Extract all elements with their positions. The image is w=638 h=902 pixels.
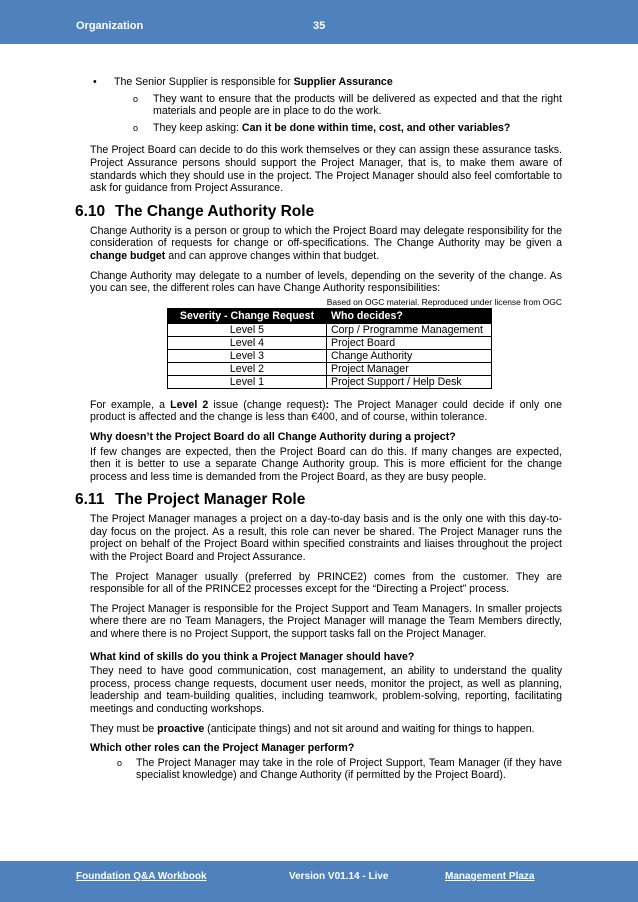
question: Which other roles can the Project Manager perform? bbox=[90, 742, 355, 755]
question: Why doesn’t the Project Board do all Change Authority during a project? bbox=[90, 430, 456, 443]
table-row: Level 3 Change Authority bbox=[168, 349, 492, 362]
footer-publisher-link[interactable]: Management Plaza bbox=[445, 871, 535, 882]
column-header: Severity - Change Request bbox=[168, 308, 327, 323]
chapter-title: Organization bbox=[76, 20, 144, 32]
sub-bullet-other-roles: o The Project Manager may take in the role of Project Support, Team Manager (if they have specialist knowledge) and Change Authority (if permitted by the Project Board). bbox=[117, 756, 562, 782]
table-credit: Based on OGC material. Reproduced under license from OGC bbox=[326, 296, 562, 307]
paragraph: For example, a Level 2 issue (change request): The Project Manager could decide if only one product is affected and the change is less than €400, and of course, within tolerance. bbox=[90, 398, 562, 424]
sub-bullet-asking: o They keep asking: Can it be done within time, cost, and other variables? bbox=[133, 121, 511, 134]
question: What kind of skills do you think a Project Manager should have? bbox=[90, 650, 415, 663]
paragraph: Change Authority is a person or group to which the Project Board may delegate responsibility for the consideration of requests for change or off-specifications. The Change Authority may be given a change budget and can approve changes within that budget. bbox=[90, 224, 562, 262]
paragraph: Change Authority may delegate to a number of levels, depending on the severity of the change. As you can see, the different roles can have Change Authority responsibilities: bbox=[90, 269, 562, 295]
answer: If few changes are expected, then the Project Board can do this. If many changes are expected, then it is better to use a separate Change Authority group. This is more efficient for the change process and less time is demanded from the Project Board, as they are busy people. bbox=[90, 445, 562, 483]
table-row: Level 4 Project Board bbox=[168, 336, 492, 349]
circle-bullet-icon: o bbox=[133, 93, 139, 104]
paragraph: The Project Manager is responsible for the Project Support and Team Managers. In smaller projects where there are no Team Managers, the Project Manager will manage the Team Members directly, and where there is no Project Support, the support tasks fall on the Project Manager. bbox=[90, 602, 562, 641]
table-header-row bbox=[168, 308, 492, 323]
section-heading: 6.10 The Change Authority Role bbox=[75, 202, 315, 220]
bullet-dot-icon: • bbox=[93, 76, 97, 88]
circle-bullet-icon: o bbox=[117, 757, 123, 768]
paragraph: The Project Manager manages a project on a day-to-day basis and is the only one with this day-to-day focus on the project. As a result, this role can never be shared. The Project Manager runs the project on behalf of the Project Board within specified constraints and liaises throughout the project with the Project Board and Project Assurance. bbox=[90, 513, 562, 564]
footer-version: Version V01.14 - Live bbox=[289, 871, 389, 882]
table-row: Level 1 Project Support / Help Desk bbox=[168, 375, 492, 388]
table-row: Level 5 Corp / Programme Management bbox=[168, 323, 492, 336]
paragraph: They must be proactive (anticipate things) and not sit around and waiting for things to happen. bbox=[90, 722, 535, 735]
sub-bullet-ensure: o They want to ensure that the products will be delivered as expected and that the right materials and people are in place to do the work. bbox=[133, 92, 562, 118]
column-header: Who decides? bbox=[327, 308, 492, 323]
answer: They need to have good communication, cost management, an ability to understand the quality process, process change requests, document user needs, monitor the project, as well as planning, leadership and team-building qualities, including teamwork, problem-solving, reporting, facilitating meetings and conducting workshops. bbox=[90, 665, 562, 715]
table-row: Level 2 Project Manager bbox=[168, 362, 492, 375]
section-heading: 6.11 The Project Manager Role bbox=[75, 491, 306, 509]
paragraph: The Project Board can decide to do this work themselves or they can assign these assurance tasks. Project Assurance persons should support the Project Manager, that is, to make them aware of standards which they should use in the project. The Project Manager should also feel comfortable to ask for guidance from Project Assurance. bbox=[90, 144, 562, 195]
circle-bullet-icon: o bbox=[133, 122, 139, 133]
page-number: 35 bbox=[313, 20, 326, 32]
footer-book-link[interactable]: Foundation Q&A Workbook bbox=[76, 871, 207, 882]
severity-table bbox=[167, 308, 492, 389]
paragraph: The Project Manager usually (preferred by PRINCE2) comes from the customer. They are responsible for all of the PRINCE2 processes except for the “Directing a Project” process. bbox=[90, 570, 562, 596]
page-content bbox=[75, 76, 562, 786]
page-header bbox=[0, 0, 638, 44]
page-footer bbox=[0, 861, 638, 902]
bullet-senior-supplier: • The Senior Supplier is responsible for Supplier Assurance bbox=[93, 76, 393, 88]
